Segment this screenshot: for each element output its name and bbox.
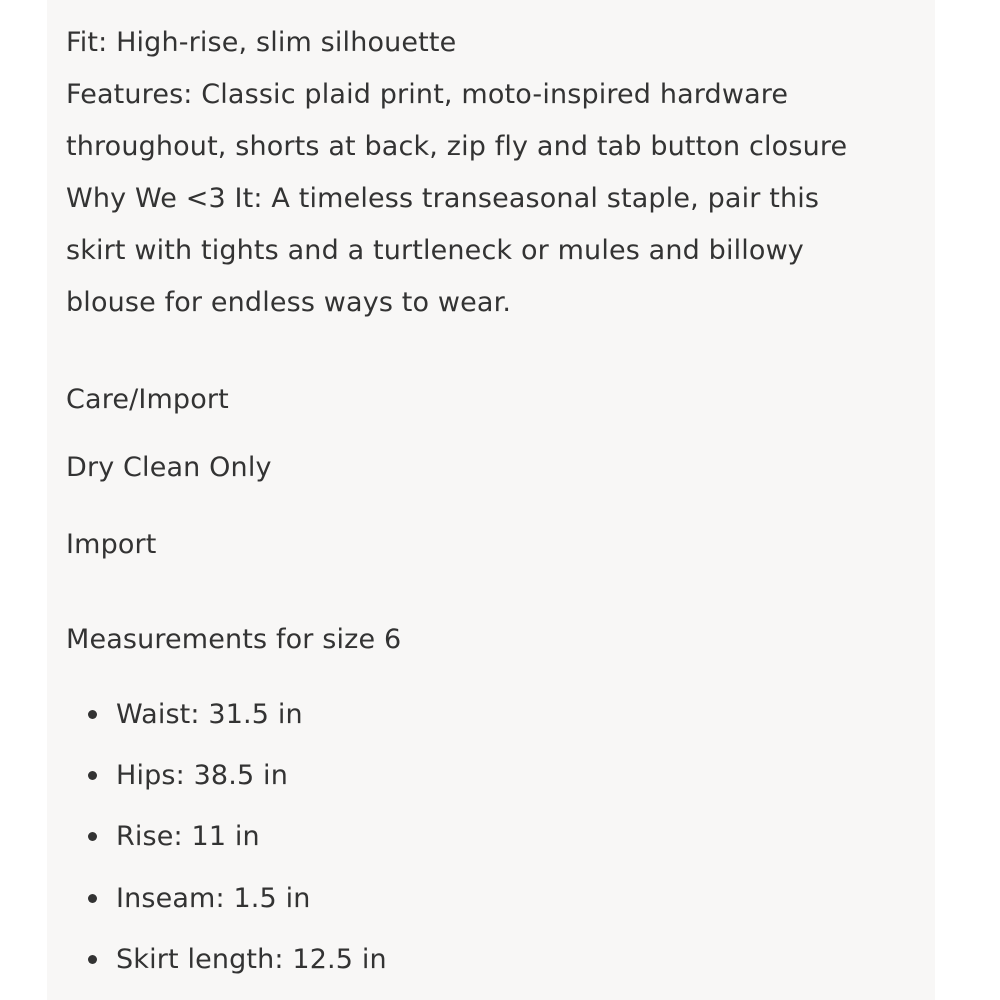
bullet-icon bbox=[88, 771, 97, 780]
bullet-icon bbox=[88, 710, 97, 719]
description-line-features-cont: throughout, shorts at back, zip fly and tab button closure bbox=[66, 131, 848, 162]
description-line-fit: Fit: High-rise, slim silhouette bbox=[66, 27, 457, 58]
measurements-heading: Measurements for size 6 bbox=[66, 624, 402, 655]
measurement-text: Rise: 11 in bbox=[116, 821, 260, 852]
measurement-text: Hips: 38.5 in bbox=[116, 760, 288, 791]
bullet-icon bbox=[88, 894, 97, 903]
measurement-text: Skirt length: 12.5 in bbox=[116, 944, 387, 975]
bullet-icon bbox=[88, 955, 97, 964]
care-heading: Care/Import bbox=[66, 384, 229, 415]
measurement-text: Waist: 31.5 in bbox=[116, 699, 303, 730]
description-line-features: Features: Classic plaid print, moto-inspired hardware bbox=[66, 79, 789, 110]
description-line-why-end: blouse for endless ways to wear. bbox=[66, 287, 512, 318]
care-item: Dry Clean Only bbox=[66, 452, 272, 483]
care-item: Import bbox=[66, 529, 157, 560]
description-line-why-cont: skirt with tights and a turtleneck or mules and billowy bbox=[66, 235, 804, 266]
description-line-why: Why We <3 It: A timeless transeasonal staple, pair this bbox=[66, 183, 820, 214]
bullet-icon bbox=[88, 832, 97, 841]
measurement-text: Inseam: 1.5 in bbox=[116, 883, 311, 914]
